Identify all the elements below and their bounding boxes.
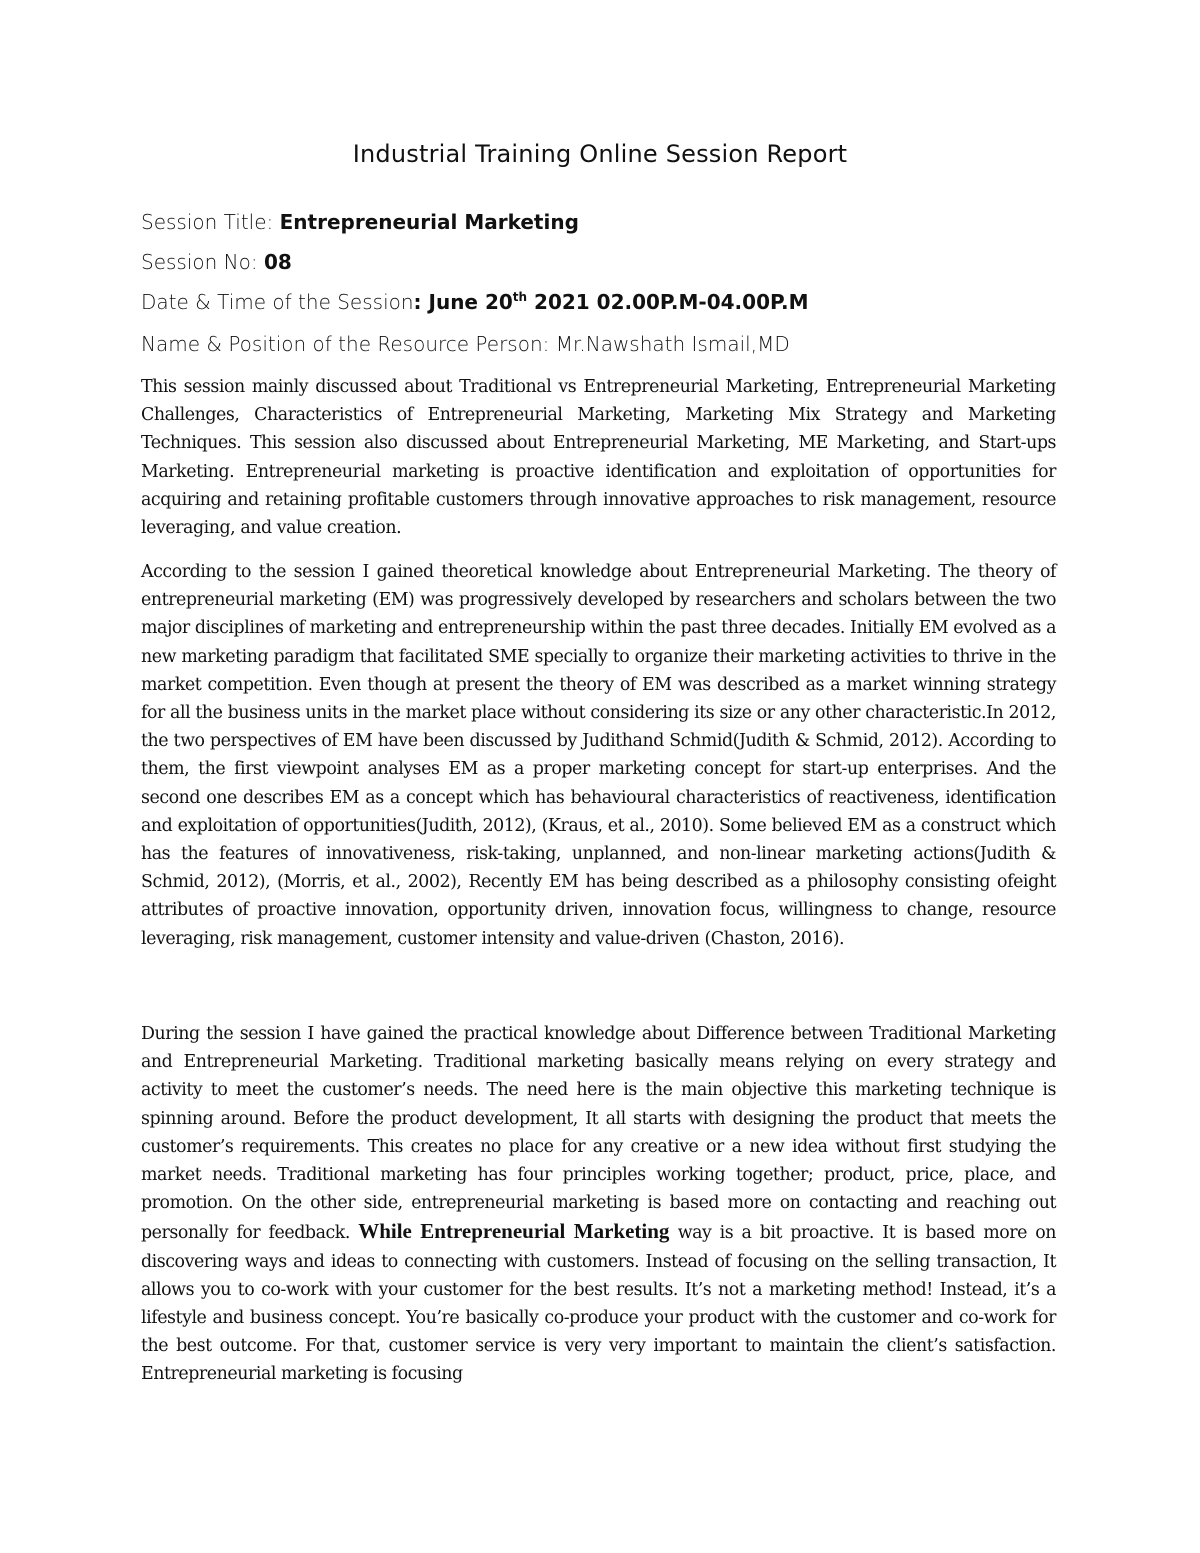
session-number-line <box>141 250 292 274</box>
session-title-line <box>141 210 579 234</box>
paragraph-overview: This session mainly discussed about Traditional vs Entrepreneurial Marketing, Entrepreneurial Marketing Challenges, Characteristics of Entrepreneurial Marketing, Marketing Mix Strategy and Marketing Techniques. This session also discussed about Entrepreneurial Marketing, ME Marketing, and Start-ups Marketing. Entrepreneurial marketing is proactive identification and exploitation of opportunities for acquiring and retaining profitable customers through innovative approaches to risk management, resource leveraging, and value creation. <box>141 377 1056 539</box>
session-date-ordinal: th <box>512 290 528 304</box>
report-title: Industrial Training Online Session Report <box>352 140 848 168</box>
session-date-day: June 20 <box>428 290 513 314</box>
session-number-label: Session No: <box>141 250 264 274</box>
session-number-value: 08 <box>263 250 292 274</box>
paragraph-practical-part1: During the session I have gained the practical knowledge about Difference between Traditional Marketing and Entrepreneurial Marketing. Traditional marketing basically means relying on every strategy and activity to meet the customer’s needs. The need here is the main objective this marketing technique is spinning around. Before the product development, It all starts with designing the product that meets the customer’s requirements. This creates no place for any creative or a new idea without first studying the market needs. Traditional marketing has four principles working together; product, price, place, and promotion. On the other side, entrepreneurial marketing is based more on contacting and reaching out personally for feedback. <box>141 1024 1056 1244</box>
session-title-value: Entrepreneurial Marketing <box>279 210 579 234</box>
paragraph-practical-emphasis: While Entrepreneurial Marketing <box>358 1219 670 1244</box>
session-date-value <box>429 290 809 314</box>
session-date-time: 2021 02.00P.M-04.00P.M <box>527 290 809 314</box>
session-date-colon: : <box>413 290 429 314</box>
session-date-label: Date & Time of the Session <box>141 290 414 314</box>
resource-person-line: Name & Position of the Resource Person: Mr.Nawshath Ismail,MD <box>141 332 790 356</box>
paragraph-theory: According to the session I gained theoretical knowledge about Entrepreneurial Marketing. The theory of entrepreneurial marketing (EM) was progressively developed by researchers and scholars between the two major disciplines of marketing and entrepreneurship within the past three decades. Initially EM evolved as a new marketing paradigm that facilitated SME specially to organize their marketing activities to thrive in the market competition. Even though at present the theory of EM was described as a market winning strategy for all the business units in the market place without considering its size or any other characteristic.In 2012, the two perspectives of EM have been discussed by Judithand Schmid(Judith & Schmid, 2012). According to them, the first viewpoint analyses EM as a proper marketing concept for start-up enterprises. And the second one describes EM as a concept which has behavioural characteristics of reactiveness, identification and exploitation of opportunities(Judith, 2012), (Kraus, et al., 2010). Some believed EM as a construct which has the features of innovativeness, risk-taking, unplanned, and non-linear marketing actions(Judith & Schmid, 2012), (Morris, et al., 2002), Recently EM has being described as a philosophy consisting ofeight attributes of proactive innovation, opportunity driven, innovation focus, willingness to change, resource leveraging, risk management, customer intensity and value-driven (Chaston, 2016). <box>141 562 1056 949</box>
session-title-label: Session Title: <box>141 210 280 234</box>
paragraph-practical-part2: way is a bit proactive. It is based more on discovering ways and ideas to connecting with customers. Instead of focusing on the selling transaction, It allows you to co-work with your customer for the best results. It’s not a marketing method! Instead, it’s a lifestyle and business concept. You’re basically co-produce your product with the customer and co-work for the best outcome. For that, customer service is very very important to maintain the client’s satisfaction. Entrepreneurial marketing is focusing <box>141 1223 1056 1385</box>
paragraph-practical <box>141 1020 1056 1389</box>
session-date-line <box>141 290 808 314</box>
